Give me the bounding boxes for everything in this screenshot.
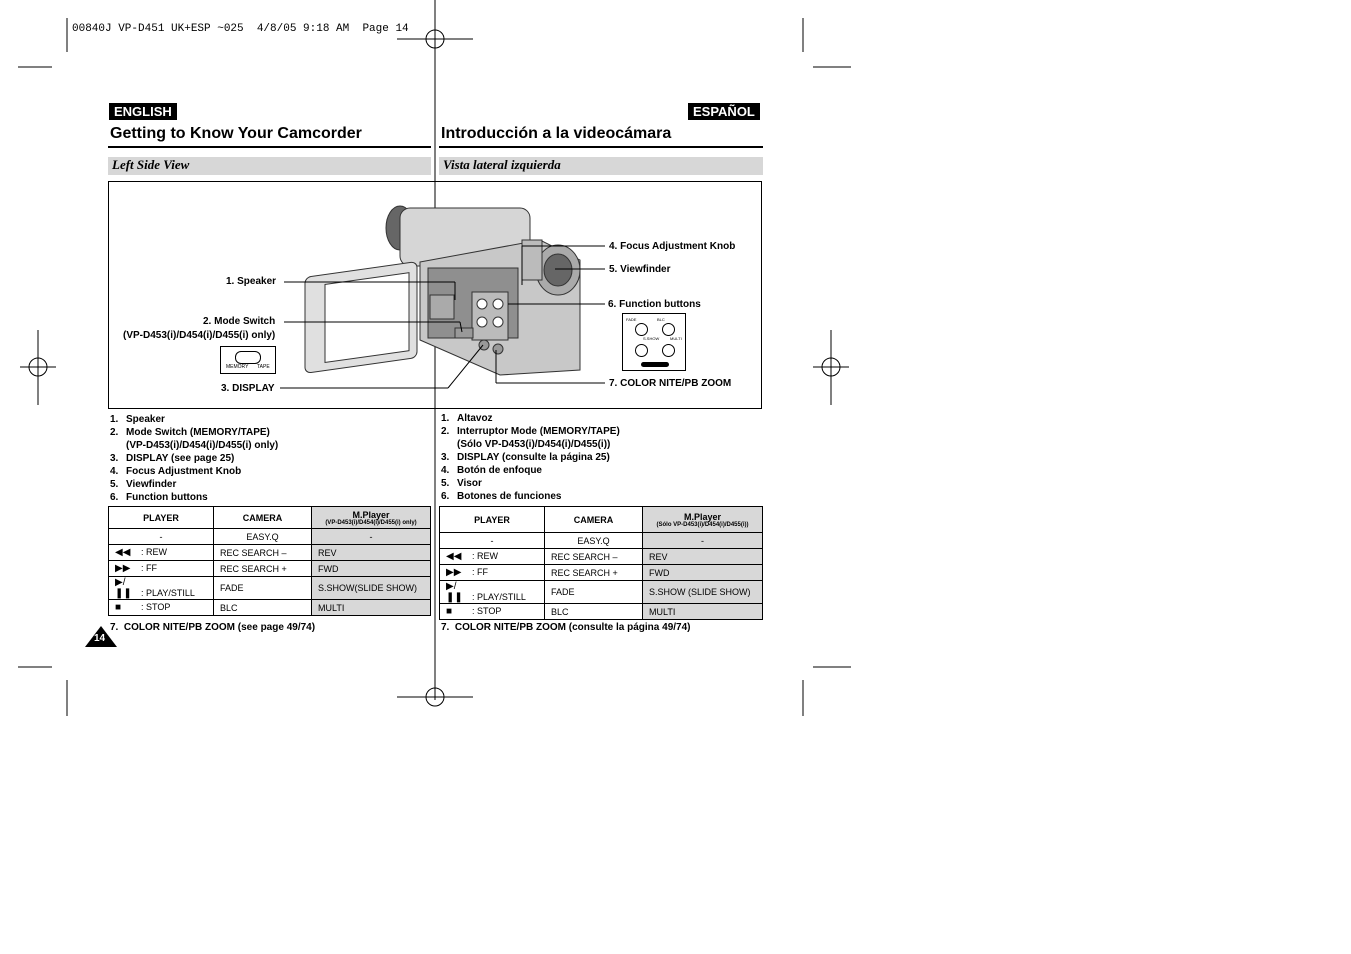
panel-multi-label: MULTI <box>670 336 682 341</box>
rew-icon: ◀◀ <box>115 547 131 558</box>
header-mplayer: M.Player (VP-D453(i)/D454(i)/D455(i) only) <box>312 507 431 529</box>
espanol-subtitle: Vista lateral izquierda <box>439 157 763 175</box>
play-pause-icon: ▶/❚❚ <box>446 581 463 603</box>
panel-blc-label: BLC <box>657 317 665 322</box>
english-item-7: 7. COLOR NITE/PB ZOOM (see page 49/74) <box>110 622 316 633</box>
panel-fade-label: FADE <box>626 317 637 322</box>
list-item: (Sólo VP-D453(i)/D454(i)/D455(i)) <box>457 439 611 450</box>
header-mplayer: M.Player (Sólo VP-D453(i)/D454(i)/D455(i)) <box>643 507 763 533</box>
table-row: - EASY.Q - <box>440 533 763 549</box>
label-viewfinder: 5. Viewfinder <box>609 264 671 275</box>
header-player: PLAYER <box>440 507 545 533</box>
list-item: 4. Focus Adjustment Knob <box>110 466 242 477</box>
page-number: 14 <box>94 633 106 644</box>
switch-slider <box>235 351 261 364</box>
switch-tape-label: TAPE <box>257 364 270 370</box>
panel-play-button <box>635 323 648 336</box>
mplayer-note: (Sólo VP-D453(i)/D454(i)/D455(i)) <box>656 521 749 528</box>
table-row: ■ : STOP BLC MULTI <box>109 600 431 616</box>
panel-stop-button <box>662 323 675 336</box>
table-row: ▶/❚❚ : PLAY/STILL FADE S.SHOW(SLIDE SHOW) <box>109 577 431 600</box>
list-item: 1. Altavoz <box>441 413 493 424</box>
list-item: 5. Visor <box>441 478 482 489</box>
table-row: ▶▶ : FF REC SEARCH + FWD <box>440 565 763 581</box>
list-item: 2. Interruptor Mode (MEMORY/TAPE) <box>441 426 620 437</box>
english-function-table <box>108 506 431 616</box>
espanol-item-list <box>441 412 620 503</box>
table-header-row <box>109 507 431 529</box>
label-focus-knob: 4. Focus Adjustment Knob <box>609 241 736 252</box>
list-item: 6. Function buttons <box>110 492 208 503</box>
mplayer-note: (VP-D453(i)/D454(i)/D455(i) only) <box>325 519 417 526</box>
label-display: 3. DISPLAY <box>221 383 275 394</box>
table-row: - EASY.Q - <box>109 529 431 545</box>
mode-switch-inset <box>220 346 276 374</box>
label-function-buttons: 6. Function buttons <box>608 299 701 310</box>
espanol-item-7: 7. COLOR NITE/PB ZOOM (consulte la página 49/74) <box>441 622 691 633</box>
list-item: 5. Viewfinder <box>110 479 177 490</box>
label-speaker: 1. Speaker <box>226 276 277 287</box>
panel-sshow-label: S.SHOW <box>643 336 660 341</box>
list-item: 3. DISPLAY (see page 25) <box>110 453 235 464</box>
espanol-tag: ESPAÑOL <box>688 103 760 120</box>
table-row: ■ : STOP BLC MULTI <box>440 604 763 620</box>
list-item: 6. Botones de funciones <box>441 491 562 502</box>
list-item: 3. DISPLAY (consulte la página 25) <box>441 452 610 463</box>
print-header: 00840J VP-D451 UK+ESP ~025 4/8/05 9:18 AM Page 14 <box>72 23 409 35</box>
espanol-function-table <box>439 506 763 620</box>
stop-icon: ■ <box>115 602 122 613</box>
panel-color-nite-button <box>641 362 669 367</box>
espanol-title: Introducción a la videocámara <box>441 125 672 142</box>
english-subtitle: Left Side View <box>108 157 431 175</box>
stop-icon: ■ <box>446 606 453 617</box>
list-item: 2. Mode Switch (MEMORY/TAPE) <box>110 427 270 438</box>
panel-rew-button <box>635 344 648 357</box>
english-item-list <box>110 413 278 504</box>
panel-ff-button <box>662 344 675 357</box>
ff-icon: ▶▶ <box>115 563 131 574</box>
table-header-row <box>440 507 763 533</box>
table-row: ▶/❚❚ : PLAY/STILL FADE S.SHOW (SLIDE SHOW) <box>440 581 763 604</box>
table-row: ◀◀ : REW REC SEARCH – REV <box>440 549 763 565</box>
ff-icon: ▶▶ <box>446 567 462 578</box>
rew-icon: ◀◀ <box>446 551 462 562</box>
english-tag: ENGLISH <box>109 103 177 120</box>
header-camera: CAMERA <box>214 507 312 529</box>
label-mode-switch-models: (VP-D453(i)/D454(i)/D455(i) only) <box>123 330 276 341</box>
label-mode-switch: 2. Mode Switch <box>203 316 276 327</box>
play-pause-icon: ▶/❚❚ <box>115 577 132 599</box>
label-color-nite: 7. COLOR NITE/PB ZOOM <box>609 378 732 389</box>
table-row: ◀◀ : REW REC SEARCH – REV <box>109 545 431 561</box>
table-row: ▶▶ : FF REC SEARCH + FWD <box>109 561 431 577</box>
function-panel-inset <box>622 313 686 371</box>
list-item: (VP-D453(i)/D454(i)/D455(i) only) <box>126 440 279 451</box>
header-player: PLAYER <box>109 507 214 529</box>
list-item: 4. Botón de enfoque <box>441 465 542 476</box>
switch-memory-label: MEMORY <box>226 364 249 370</box>
english-title: Getting to Know Your Camcorder <box>110 125 362 142</box>
list-item: 1. Speaker <box>110 414 165 425</box>
header-camera: CAMERA <box>545 507 643 533</box>
